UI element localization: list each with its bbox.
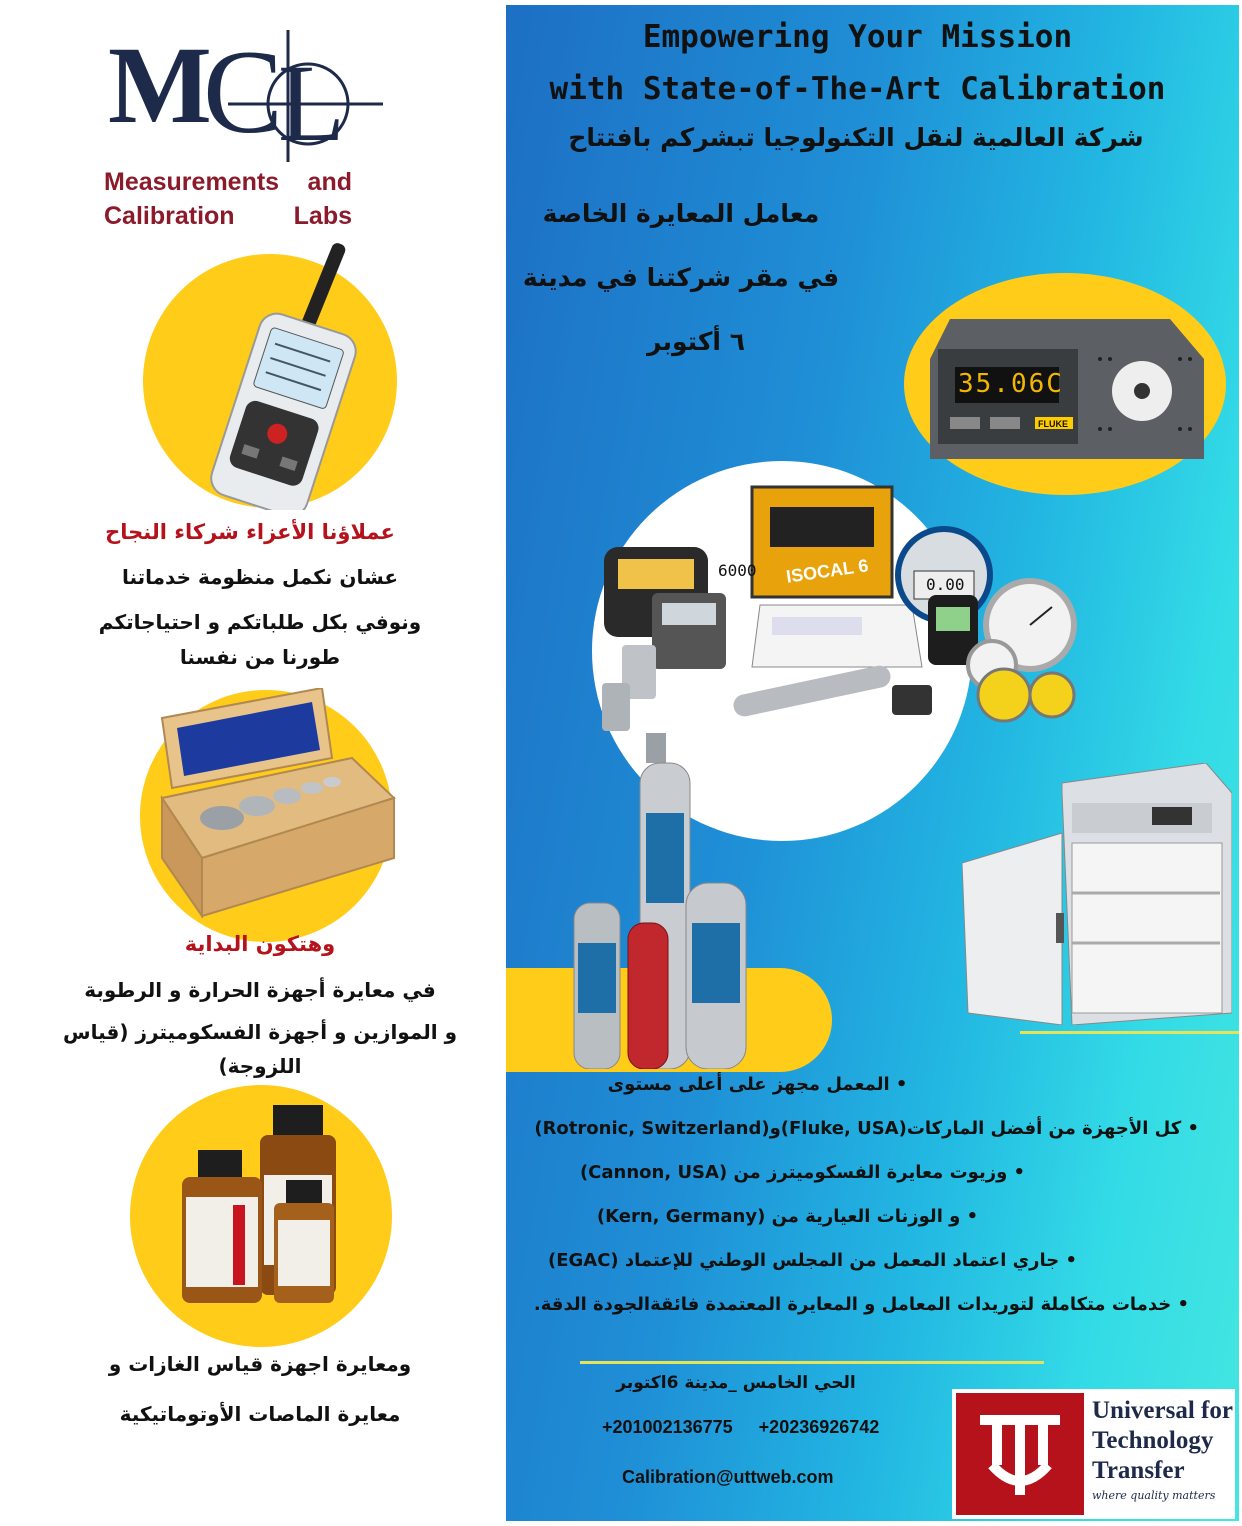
logo-word-measurements: Measurements (104, 168, 280, 196)
gas-calibration-line-1: ومعايرة اجهزة قياس الغازات و (108, 1352, 412, 1376)
customers-line-2: ونوفي بكل طلباتكم و احتياجاتكم (98, 610, 422, 634)
start-line-1: في معايرة أجهزة الحرارة و الرطوبة (84, 978, 436, 1002)
mcl-logo-text (104, 165, 364, 233)
gas-cylinders-image (570, 733, 760, 1069)
customers-line-3: طورنا من نفسنا (179, 645, 341, 669)
customers-line-1: عشان نكمل منظومة خدماتنا (121, 565, 398, 589)
feature-item: • كل الأجهزة من أفضل الماركات(Fluke, USA)و(Rotronic, Switzerland) (534, 1118, 1199, 1139)
feature-item: • و الوزنات العيارية من (Kern, Germany) (596, 1206, 979, 1227)
utt-name-line-3: Transfer (1092, 1457, 1185, 1484)
phone-number-2[interactable]: +20236926742 (758, 1417, 880, 1437)
divider-upper (1020, 1031, 1239, 1034)
utt-tagline: where quality matters (1092, 1489, 1216, 1502)
svg-text:M: M (108, 24, 212, 146)
start-line-2: و الموازين و أجهزة الفسكوميترز (قياس (62, 1020, 458, 1044)
email-link[interactable]: Calibration@uttweb.com (622, 1467, 834, 1487)
feature-text-3: وزيوت معايرة الفسكوميترز من (Cannon, USA) (579, 1162, 1008, 1183)
announcement-line-4: ٦ أكتوبر (647, 327, 745, 356)
headline-line-1: Empowering Your Mission (642, 19, 1073, 55)
phone-numbers (602, 1417, 942, 1438)
dry-well-readout: 35.06C (958, 369, 1064, 399)
customers-heading: عملاؤنا الأعزاء شركاء النجاح (105, 520, 395, 544)
mcl-monogram-logo (108, 22, 398, 162)
svg-text:L: L (278, 42, 346, 162)
feature-text-1: المعمل مجهز على أعلى مستوى (607, 1074, 890, 1095)
utt-name-line-2: Technology (1092, 1427, 1214, 1454)
gas-calibration-line-2: معايرة الماصات الأوتوماتيكية (119, 1402, 401, 1426)
calibration-instruments-image (592, 475, 1122, 735)
headline-line-2: with State-of-The-Art Calibration (549, 71, 1166, 107)
utt-logo (952, 1389, 1235, 1519)
phone-number-1[interactable]: +201002136775 (602, 1417, 733, 1437)
utt-name-line-1: Universal for (1092, 1397, 1233, 1424)
divider-lower (580, 1361, 1044, 1364)
isocal-label: ISOCAL 6 (784, 555, 870, 587)
logo-word-and: and (307, 168, 352, 196)
address-text: الحي الخامس _مدينة 6اكتوبر (616, 1373, 856, 1393)
utt-emblem (956, 1393, 1084, 1515)
meter-display: 0.00 (926, 575, 965, 594)
svg-text:C: C (203, 25, 284, 158)
feature-item: • وزيوت معايرة الفسكوميترز من (Cannon, USA) (579, 1162, 1026, 1183)
hygrometer-image (195, 240, 375, 510)
announcement-line-3: في مقر شركتنا في مدينة (522, 263, 840, 292)
feature-text-4: و الوزنات العيارية من (Kern, Germany) (596, 1206, 961, 1227)
announcement-line-1: شركة العالمية لنقل التكنولوجيا تبشركم بافتتاح (568, 123, 1144, 152)
feature-text-2: كل الأجهزة من أفضل الماركات(Fluke, USA)و(Rotronic, Switzerland) (534, 1118, 1182, 1139)
viscosity-oil-bottles-image (178, 1105, 356, 1303)
laboratory-incubator-image (962, 763, 1232, 1025)
feature-item: • خدمات متكاملة لتوريدات المعامل و المعايرة المعتمدة فائقةالجودة الدقة. (533, 1294, 1189, 1315)
weight-set-box-image (132, 688, 397, 918)
feature-item: • المعمل مجهز على أعلى مستوى (607, 1074, 908, 1095)
announcement-line-2: معامل المعايرة الخاصة (542, 199, 820, 228)
feature-item: • جاري اعتماد المعمل من المجلس الوطني للإعتماد (EGAC) (547, 1250, 1078, 1271)
calibration-promo-panel (506, 5, 1239, 1521)
feature-text-6: خدمات متكاملة لتوريدات المعامل و المعايرة المعتمدة فائقةالجودة الدقة. (533, 1294, 1172, 1315)
logo-word-calibration: Calibration (104, 202, 235, 230)
dry-well-brand: FLUKE (1038, 419, 1068, 429)
logo-word-labs: Labs (293, 202, 352, 230)
gauge-display: 6000 (718, 561, 757, 580)
feature-text-5: جاري اعتماد المعمل من المجلس الوطني للإعتماد (EGAC) (547, 1250, 1060, 1271)
start-heading: وهتكون البداية (184, 932, 336, 956)
features-list (506, 1063, 1209, 1327)
start-line-3: اللزوجة) (218, 1054, 302, 1078)
